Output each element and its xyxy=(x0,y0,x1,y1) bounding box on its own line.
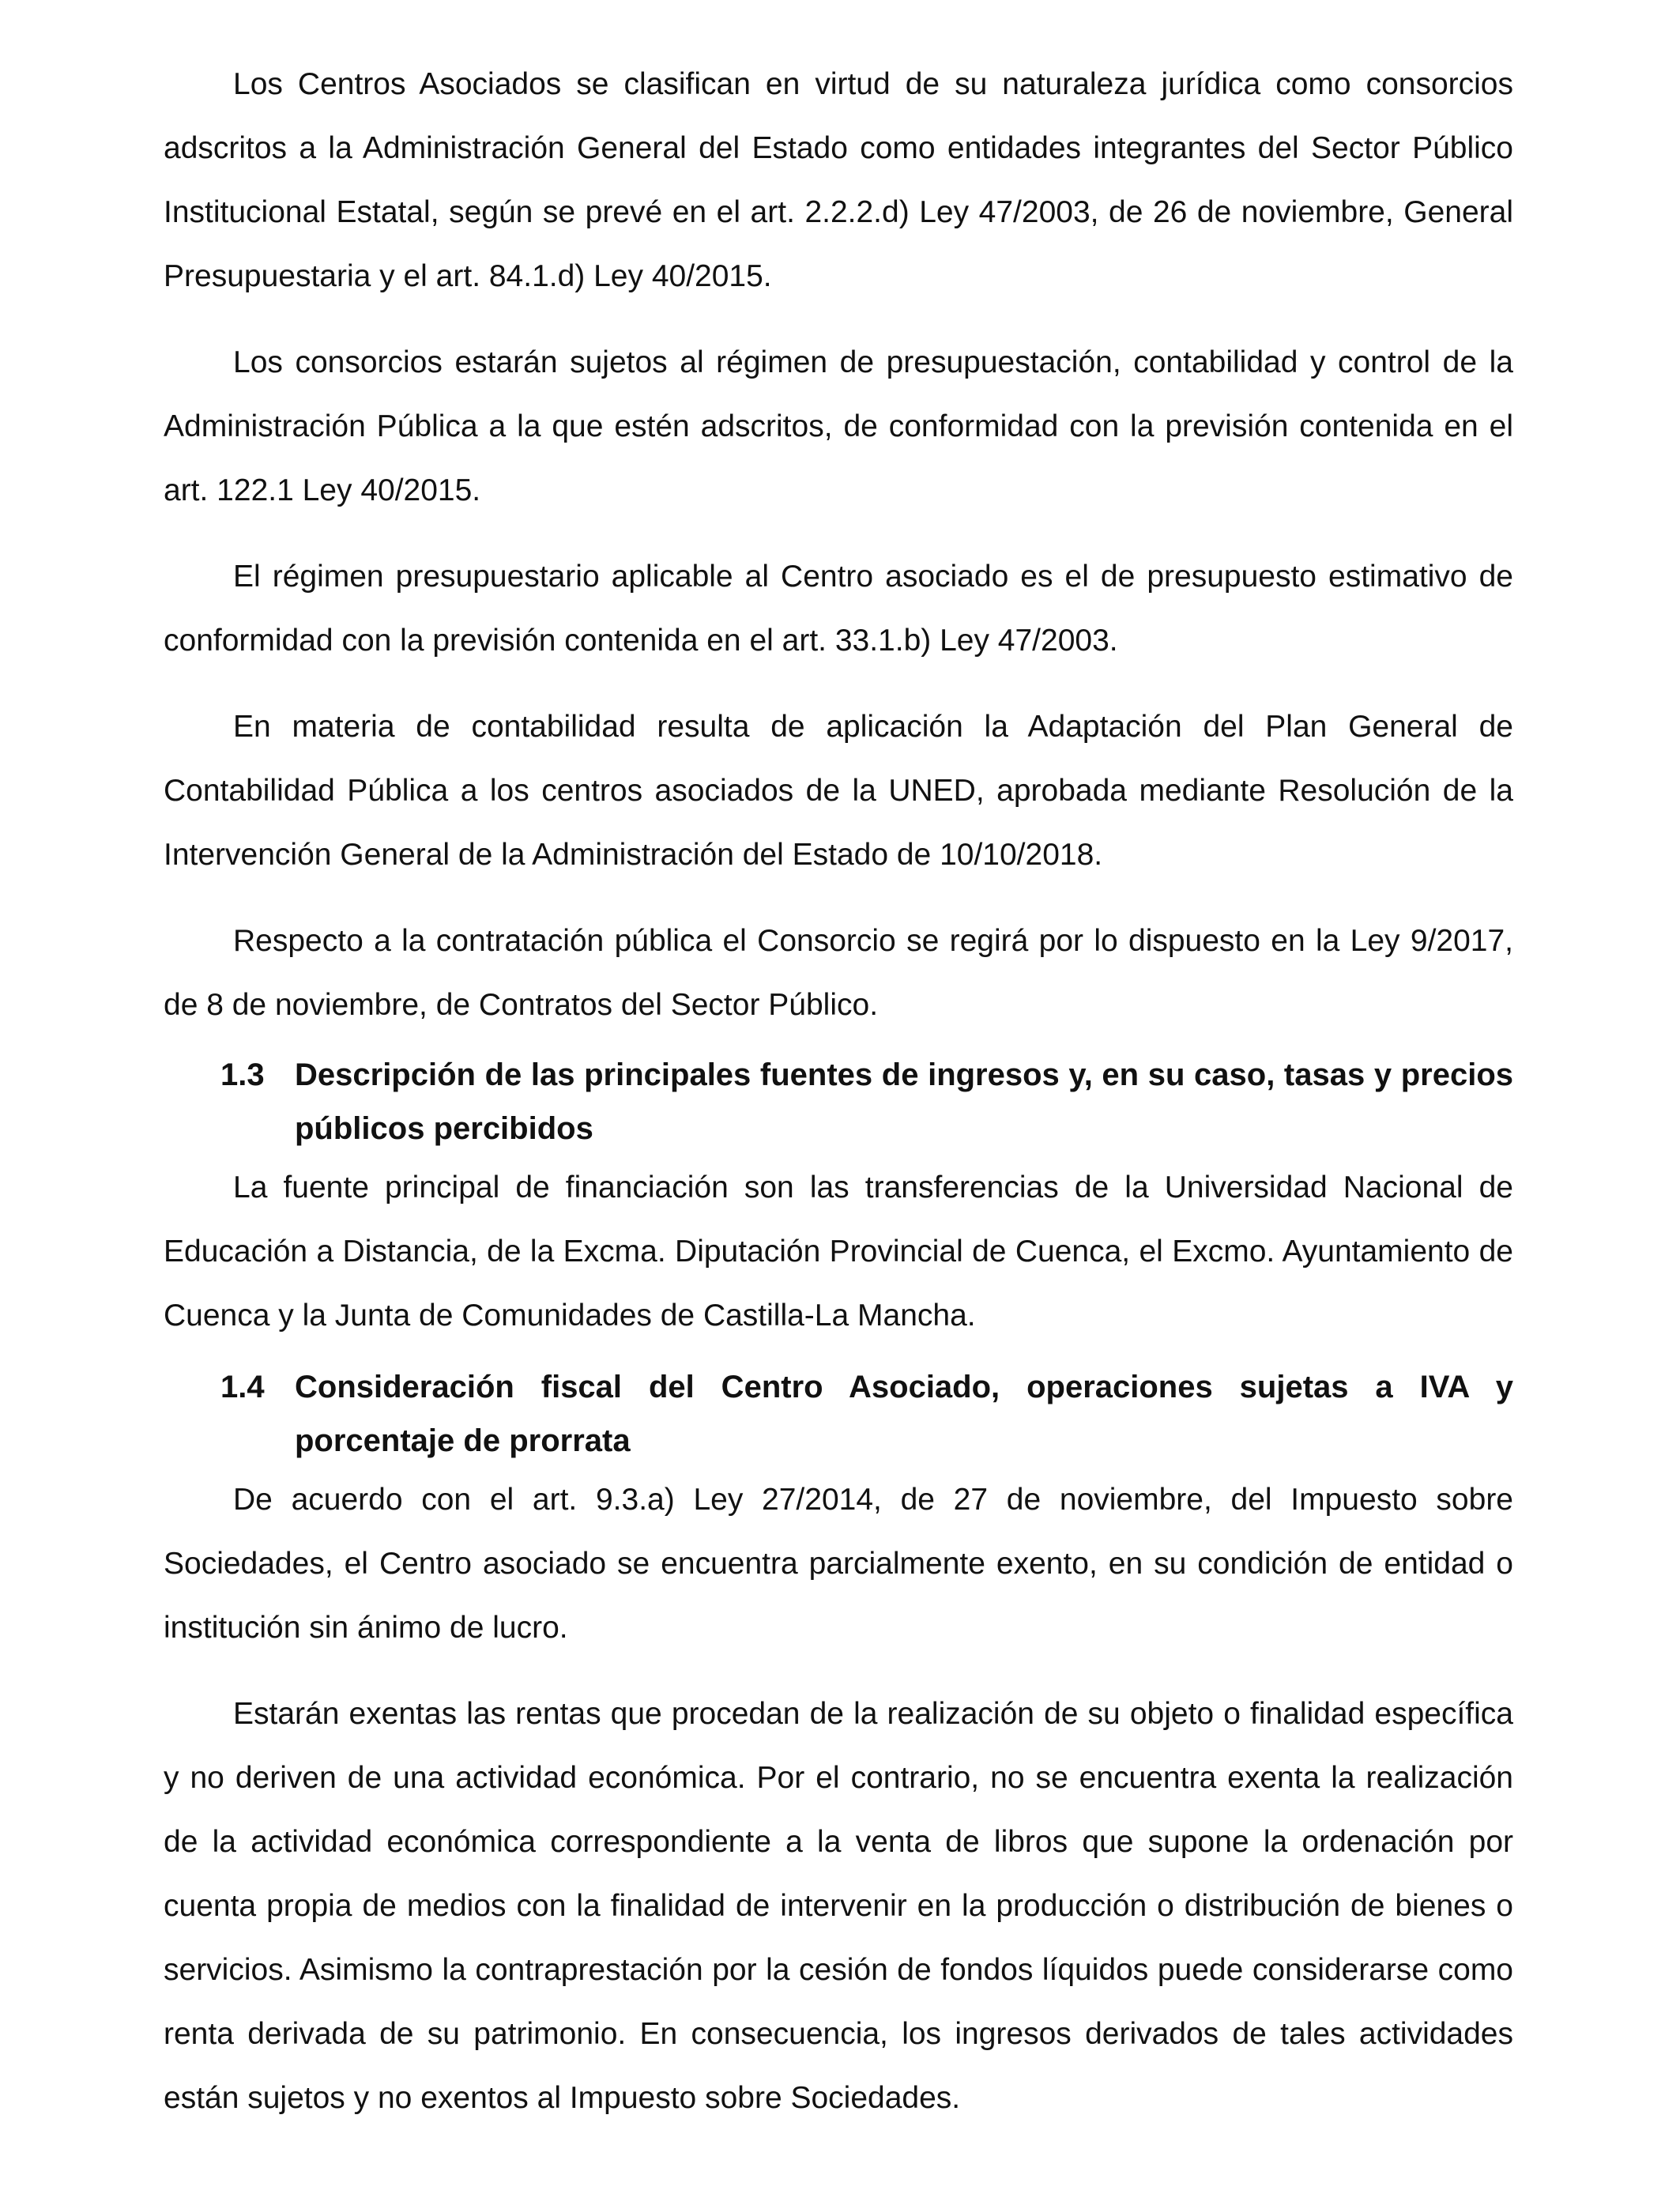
paragraph-consorcios-clasificacion: Los Centros Asociados se clasifican en virtud de su naturaleza jurídica como consorcios adscritos a la Administración General del Estado como entidades integrantes del Sector Público Institucional Estatal, según se prevé en el art. 2.2.2.d) Ley 47/2003, de 26 de noviembre, General Presupuestaria y el art. 84.1.d) Ley 40/2015. xyxy=(164,67,1513,293)
paragraph-contratacion: Respecto a la contratación pública el Consorcio se regirá por lo dispuesto en la Ley 9/2017, de 8 de noviembre, de Contratos del Sector Público. xyxy=(164,924,1513,1022)
paragraph-impuesto-sociedades: De acuerdo con el art. 9.3.a) Ley 27/2014, de 27 de noviembre, del Impuesto sobre Sociedades, el Centro asociado se encuentra parcialmente exento, en su condición de entidad o institución sin ánimo de lucro. xyxy=(164,1483,1513,1645)
paragraph-contabilidad: En materia de contabilidad resulta de aplicación la Adaptación del Plan General de Contabilidad Pública a los centros asociados de la UNED, aprobada mediante Resolución de la Intervención General de la Administración del Estado de 10/10/2018. xyxy=(164,710,1513,872)
section-heading-1-3 xyxy=(164,1048,1513,1155)
paragraph-fuentes-financiacion: La fuente principal de financiación son las transferencias de la Universidad Nacional de Educación a Distancia, de la Excma. Diputación Provincial de Cuenca, el Excmo. Ayuntamiento de Cuenca y la Junta de Comunidades de Castilla-La Mancha. xyxy=(164,1171,1513,1333)
section-heading-1-4 xyxy=(164,1360,1513,1468)
paragraph-rentas-exentas: Estarán exentas las rentas que procedan de la realización de su objeto o finalidad específica y no deriven de una actividad económica. Por el contrario, no se encuentra exenta la realización de la actividad económica correspondiente a la venta de libros que supone la ordenación por cuenta propia de medios con la finalidad de intervenir en la producción o distribución de bienes o servicios. Asimismo la contraprestación por la cesión de fondos líquidos puede considerarse como renta derivada de su patrimonio. En consecuencia, los ingresos derivados de tales actividades están sujetos y no exentos al Impuesto sobre Sociedades. xyxy=(164,1697,1513,2115)
paragraph-regimen-presupuestario: El régimen presupuestario aplicable al Centro asociado es el de presupuesto estimativo de conformidad con la previsión contenida en el art. 33.1.b) Ley 47/2003. xyxy=(164,560,1513,658)
section-title: Consideración fiscal del Centro Asociado, operaciones sujetas a IVA y porcentaje de prorrata xyxy=(295,1370,1513,1458)
document-body xyxy=(164,52,1513,2152)
section-number: 1.3 xyxy=(220,1057,265,1092)
section-number: 1.4 xyxy=(220,1370,265,1404)
paragraph-regimen-consorcios: Los consorcios estarán sujetos al régimen de presupuestación, contabilidad y control de la Administración Pública a la que estén adscritos, de conformidad con la previsión contenida en el art. 122.1 Ley 40/2015. xyxy=(164,345,1513,507)
section-title: Descripción de las principales fuentes de ingresos y, en su caso, tasas y precios públicos percibidos xyxy=(295,1057,1513,1146)
